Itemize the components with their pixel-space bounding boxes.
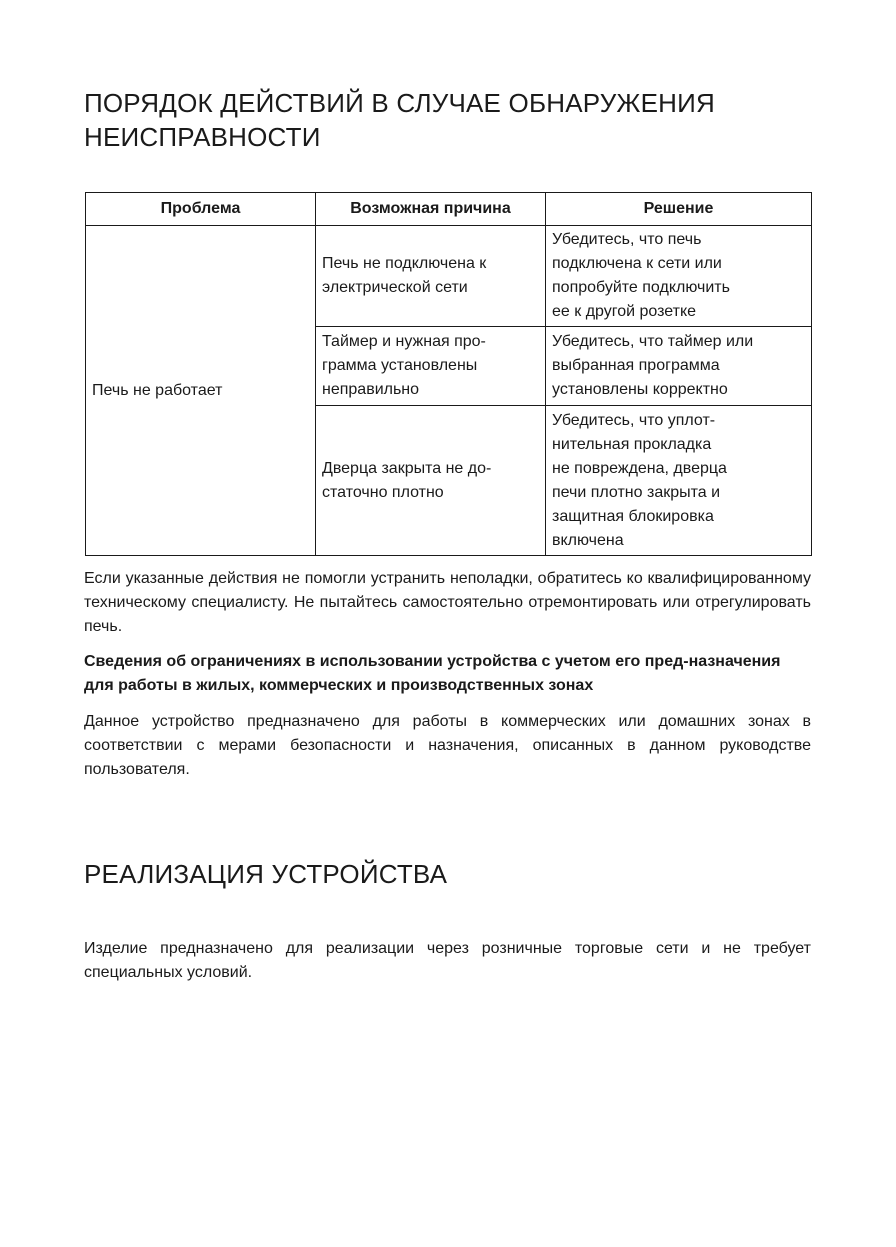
cause-cell: Таймер и нужная про- грамма установлены неправильно [316,327,546,406]
sales-paragraph: Изделие предназначено для реализации через розничные торговые сети и не требует специальных условий. [84,940,811,981]
header-solution: Решение [546,193,812,226]
table-header-row [86,193,812,226]
usage-subheading: Сведения об ограничениях в использовании устройства с учетом его пред-назначения для работы в жилых, коммерческих и производственных зонах [84,653,781,694]
solution-cell: Убедитесь, что таймер или выбранная программа установлены корректно [546,327,812,406]
solution-cell: Убедитесь, что уплот- нительная прокладка не повреждена, дверца печи плотно закрыта и защитная блокировка включена [546,406,812,556]
header-cause: Возможная причина [316,193,546,226]
section-title-sales: РЕАЛИЗАЦИЯ УСТРОЙСТВА [84,859,448,889]
cause-cell: Печь не подключена к электрической сети [316,226,546,327]
problem-cell: Печь не работает [86,226,316,556]
header-problem: Проблема [86,193,316,226]
usage-paragraph: Данное устройство предназначено для работы в коммерческих или домашних зонах в соответствии с мерами безопасности и назначения, описанных в данном руководстве пользователя. [84,713,811,778]
section-title-troubleshooting: ПОРЯДОК ДЕЙСТВИЙ В СЛУЧАЕ ОБНАРУЖЕНИЯ НЕИСПРАВНОСТИ [84,88,716,152]
note-paragraph: Если указанные действия не помогли устранить неполадки, обратитесь ко квалифицированному техническому специалисту. Не пытайтесь самостоятельно отремонтировать или отрегулировать печь. [84,570,811,635]
solution-cell: Убедитесь, что печь подключена к сети или попробуйте подключить ее к другой розетке [546,226,812,327]
cause-cell: Дверца закрыта не до- статочно плотно [316,406,546,556]
troubleshooting-table [85,192,812,556]
table-row [86,226,812,327]
